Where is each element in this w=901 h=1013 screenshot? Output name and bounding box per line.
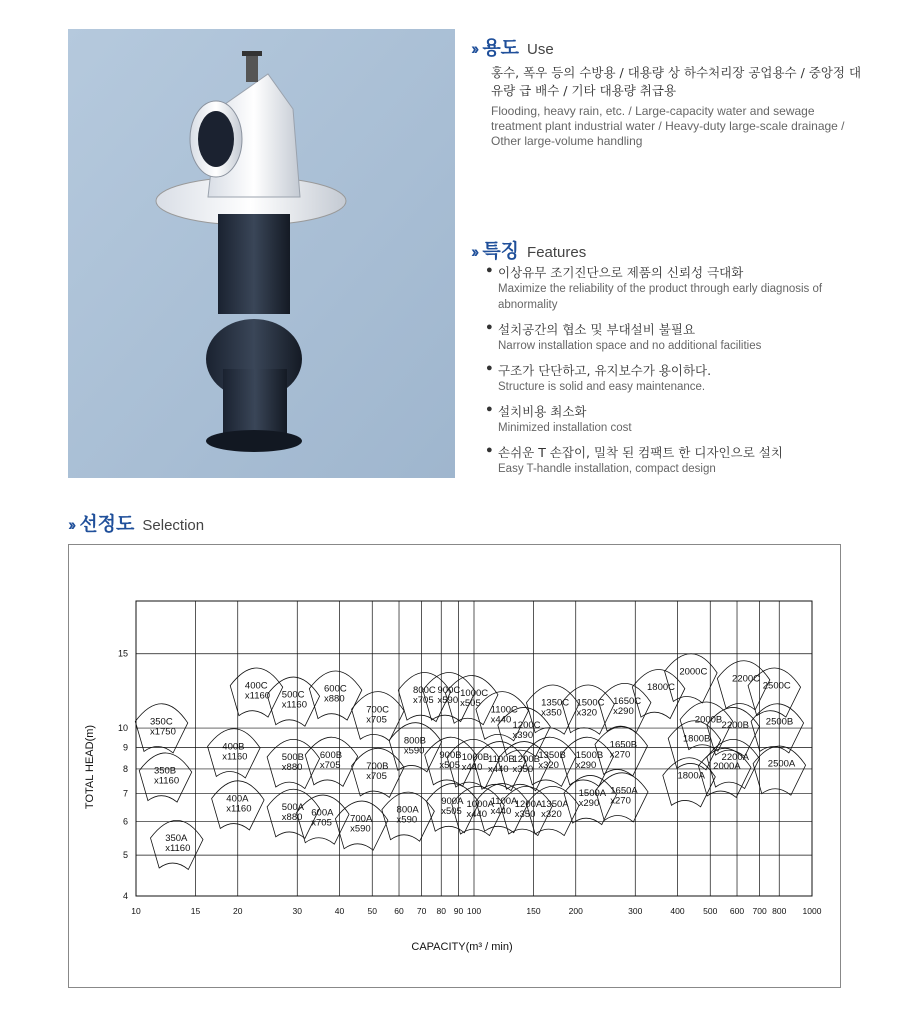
region-label-speed: x440 bbox=[461, 762, 483, 774]
double-chevron-icon: ›› bbox=[68, 515, 74, 534]
region-label-speed: x290 bbox=[575, 759, 597, 771]
region-label: 2000B bbox=[694, 714, 723, 726]
region-label-speed: x590 bbox=[437, 695, 459, 707]
pump-illustration bbox=[68, 29, 455, 478]
y-tick-label: 4 bbox=[122, 891, 128, 901]
bullet-icon: ● bbox=[486, 264, 493, 276]
selection-heading bbox=[68, 509, 204, 536]
bullet-icon: ● bbox=[486, 444, 493, 456]
x-tick-label: 150 bbox=[526, 906, 541, 916]
x-tick-label: 50 bbox=[367, 906, 377, 916]
region-label: 800A bbox=[396, 804, 419, 816]
region-label: 600A bbox=[311, 807, 334, 819]
x-tick-label: 600 bbox=[729, 906, 745, 916]
region-label: 1100C bbox=[490, 704, 518, 716]
region-label: 1000B bbox=[461, 752, 490, 764]
feature-en: Maximize the reliability of the product through early diagnosis of abnormality bbox=[498, 283, 823, 311]
double-chevron-icon: ›› bbox=[471, 242, 477, 261]
region-label-speed: x705 bbox=[366, 770, 387, 782]
region-label-speed: x505 bbox=[460, 698, 481, 710]
x-tick-label: 100 bbox=[466, 906, 482, 916]
region-label: 2200C bbox=[732, 673, 761, 685]
x-tick-label: 10 bbox=[131, 906, 141, 916]
x-tick-label: 700 bbox=[752, 906, 767, 916]
region-label-speed: x1160 bbox=[153, 775, 180, 787]
region-label: 1650A bbox=[610, 785, 638, 797]
region-label: 1350C bbox=[541, 697, 570, 709]
region-label: 1350B bbox=[538, 749, 566, 761]
x-tick-label: 40 bbox=[334, 906, 345, 916]
feature-item bbox=[486, 321, 866, 354]
region-label-speed: x880 bbox=[281, 762, 303, 774]
region-label-speed: x270 bbox=[610, 795, 631, 807]
x-tick-label: 300 bbox=[628, 906, 643, 916]
bullet-icon: ● bbox=[486, 403, 493, 415]
features-title-en: Features bbox=[527, 244, 587, 261]
region-label: 2000C bbox=[679, 666, 708, 678]
use-description-ko: 홍수, 폭우 등의 수방용 / 대용량 상 하수처리장 공업용수 / 중앙정 대유량 급 배수 / 기타 대용량 취급용 bbox=[491, 65, 862, 98]
region-label: 2000A bbox=[713, 760, 741, 772]
x-tick-label: 70 bbox=[416, 906, 427, 916]
feature-ko: 설치공간의 협소 및 부대설비 불필요 bbox=[498, 322, 696, 337]
region-label-speed: x350 bbox=[514, 809, 536, 821]
region-label: 900C bbox=[437, 685, 461, 697]
region-label-speed: x440 bbox=[487, 764, 509, 776]
region-label-speed: x270 bbox=[609, 749, 631, 761]
region-label-speed: x290 bbox=[613, 706, 634, 718]
region-label: 600B bbox=[319, 749, 343, 761]
region-label: 1800C bbox=[647, 682, 676, 694]
region-label-speed: x705 bbox=[366, 714, 387, 726]
use-description-en: Flooding, heavy rain, etc. / Large-capacity water and sewage treatment plant industrial water / Heavy-duty large-scale drainage / Other large-volume handling bbox=[491, 104, 845, 148]
feature-en: Easy T-handle installation, compact design bbox=[498, 463, 716, 475]
x-tick-label: 90 bbox=[453, 906, 464, 916]
y-tick-label: 9 bbox=[122, 742, 128, 753]
x-tick-label: 400 bbox=[670, 906, 685, 916]
x-tick-label: 30 bbox=[292, 906, 303, 916]
region-label-speed: x440 bbox=[466, 809, 488, 821]
region-label: 1500C bbox=[576, 697, 605, 709]
region-label: 600C bbox=[324, 683, 347, 695]
region-label-speed: x705 bbox=[311, 817, 332, 829]
region-label: 2500C bbox=[762, 680, 791, 692]
feature-en: Narrow installation space and no additional facilities bbox=[498, 340, 762, 352]
feature-ko: 구조가 단단하고, 유지보수가 용이하다. bbox=[498, 363, 712, 378]
region-label: 500C bbox=[281, 689, 305, 701]
region-label: 350A bbox=[165, 832, 188, 844]
use-title-ko: 용도 bbox=[482, 37, 520, 59]
features-title-ko: 특징 bbox=[482, 240, 520, 262]
region-label: 900B bbox=[439, 749, 462, 761]
y-tick-label: 8 bbox=[122, 763, 128, 774]
x-tick-label: 20 bbox=[233, 906, 243, 916]
region-label: 1800A bbox=[677, 770, 705, 782]
selection-chart bbox=[68, 544, 841, 988]
x-tick-label: 500 bbox=[703, 906, 718, 916]
performance-region bbox=[632, 669, 685, 718]
region-label-speed: x505 bbox=[439, 759, 461, 771]
region-label: 1200A bbox=[514, 799, 543, 811]
region-label-speed: x320 bbox=[541, 809, 562, 821]
region-label: 900A bbox=[441, 796, 464, 808]
region-label-speed: x1160 bbox=[165, 842, 191, 854]
region-label-speed: x705 bbox=[413, 695, 434, 707]
region-label: 700C bbox=[366, 704, 389, 716]
region-label-speed: x320 bbox=[538, 759, 559, 771]
region-label-speed: x880 bbox=[281, 811, 303, 823]
x-tick-label: 60 bbox=[394, 906, 404, 916]
y-tick-label: 10 bbox=[117, 723, 128, 734]
region-label: 1650B bbox=[609, 739, 638, 751]
region-label: 1100B bbox=[487, 754, 515, 766]
region-label-speed: x320 bbox=[576, 707, 598, 719]
feature-en: Minimized installation cost bbox=[498, 422, 632, 434]
region-label: 400B bbox=[222, 741, 245, 753]
region-label: 1000A bbox=[466, 799, 494, 811]
y-axis-label: TOTAL HEAD(m) bbox=[84, 724, 96, 810]
y-tick-label: 15 bbox=[117, 648, 128, 659]
region-label-speed: x1160 bbox=[281, 699, 307, 711]
feature-item bbox=[486, 264, 866, 313]
feature-ko: 손쉬운 T 손잡이, 밀착 된 컴팩트 한 디자인으로 설치 bbox=[498, 445, 783, 460]
features-list bbox=[486, 264, 866, 485]
region-label-speed: x1160 bbox=[244, 690, 271, 702]
x-tick-label: 80 bbox=[436, 906, 446, 916]
region-label: 500A bbox=[281, 801, 304, 813]
region-label-speed: x505 bbox=[441, 806, 462, 818]
region-label-speed: x590 bbox=[350, 823, 371, 835]
features-heading bbox=[471, 236, 586, 263]
region-label: 1500B bbox=[575, 749, 604, 761]
region-label-speed: x350 bbox=[541, 707, 562, 719]
selection-title-ko: 선정도 bbox=[79, 513, 135, 535]
region-label: 1800B bbox=[682, 733, 711, 745]
region-label: 1350A bbox=[541, 799, 569, 811]
region-label-speed: x590 bbox=[403, 745, 425, 757]
region-label-speed: x350 bbox=[512, 764, 534, 776]
y-tick-label: 7 bbox=[122, 788, 128, 799]
x-axis-label: CAPACITY(m³ / min) bbox=[411, 941, 513, 953]
selection-chart-svg bbox=[69, 545, 840, 987]
region-label: 400A bbox=[226, 793, 249, 805]
product-photo bbox=[68, 29, 455, 478]
region-label: 800B bbox=[403, 735, 427, 747]
region-label: 700B bbox=[366, 760, 389, 772]
region-label: 700A bbox=[350, 813, 373, 825]
selection-title-en: Selection bbox=[142, 517, 205, 534]
bullet-icon: ● bbox=[486, 321, 493, 333]
x-tick-label: 200 bbox=[568, 906, 583, 916]
region-label-speed: x880 bbox=[324, 693, 345, 705]
region-label: 2500A bbox=[767, 758, 796, 770]
region-label: 1650C bbox=[613, 696, 642, 708]
feature-ko: 설치비용 최소화 bbox=[498, 404, 587, 419]
region-label: 1000C bbox=[460, 688, 489, 700]
region-label: 1200C bbox=[512, 720, 541, 732]
x-tick-label: 800 bbox=[772, 906, 787, 916]
region-label-speed: x590 bbox=[396, 814, 418, 826]
feature-ko: 이상유무 조기진단으로 제품의 신뢰성 극대화 bbox=[498, 265, 744, 280]
region-label-speed: x390 bbox=[512, 730, 534, 742]
region-label-speed: x1160 bbox=[222, 751, 248, 763]
region-label: 800C bbox=[413, 685, 436, 697]
x-tick-label: 15 bbox=[190, 906, 201, 916]
feature-item bbox=[486, 403, 866, 436]
performance-region bbox=[663, 758, 716, 807]
region-label: 500B bbox=[281, 752, 304, 764]
region-label-speed: x1160 bbox=[226, 803, 252, 815]
region-label: 1200B bbox=[512, 754, 540, 766]
region-label: 350C bbox=[149, 716, 173, 728]
region-label: 2500B bbox=[765, 716, 794, 728]
use-heading bbox=[471, 33, 554, 60]
feature-en: Structure is solid and easy maintenance. bbox=[498, 381, 706, 393]
feature-item bbox=[486, 444, 866, 477]
region-label: 400C bbox=[244, 680, 268, 692]
bullet-icon: ● bbox=[486, 362, 493, 374]
region-label: 350B bbox=[153, 765, 177, 777]
region-label-speed: x1750 bbox=[149, 726, 176, 738]
y-tick-label: 6 bbox=[122, 816, 128, 827]
region-label: 2200A bbox=[721, 752, 750, 764]
region-label: 1100A bbox=[490, 796, 518, 808]
region-label-speed: x440 bbox=[490, 714, 512, 726]
performance-region bbox=[665, 654, 718, 703]
region-label-speed: x705 bbox=[319, 759, 341, 771]
feature-item bbox=[486, 362, 866, 395]
region-label-speed: x440 bbox=[490, 806, 512, 818]
region-label: 2200B bbox=[721, 720, 750, 732]
y-tick-label: 5 bbox=[122, 850, 128, 861]
use-title-en: Use bbox=[527, 41, 554, 58]
region-label-speed: x290 bbox=[578, 798, 600, 810]
region-label: 1500A bbox=[578, 788, 607, 800]
x-tick-label: 1000 bbox=[802, 906, 822, 916]
double-chevron-icon: ›› bbox=[471, 39, 477, 58]
